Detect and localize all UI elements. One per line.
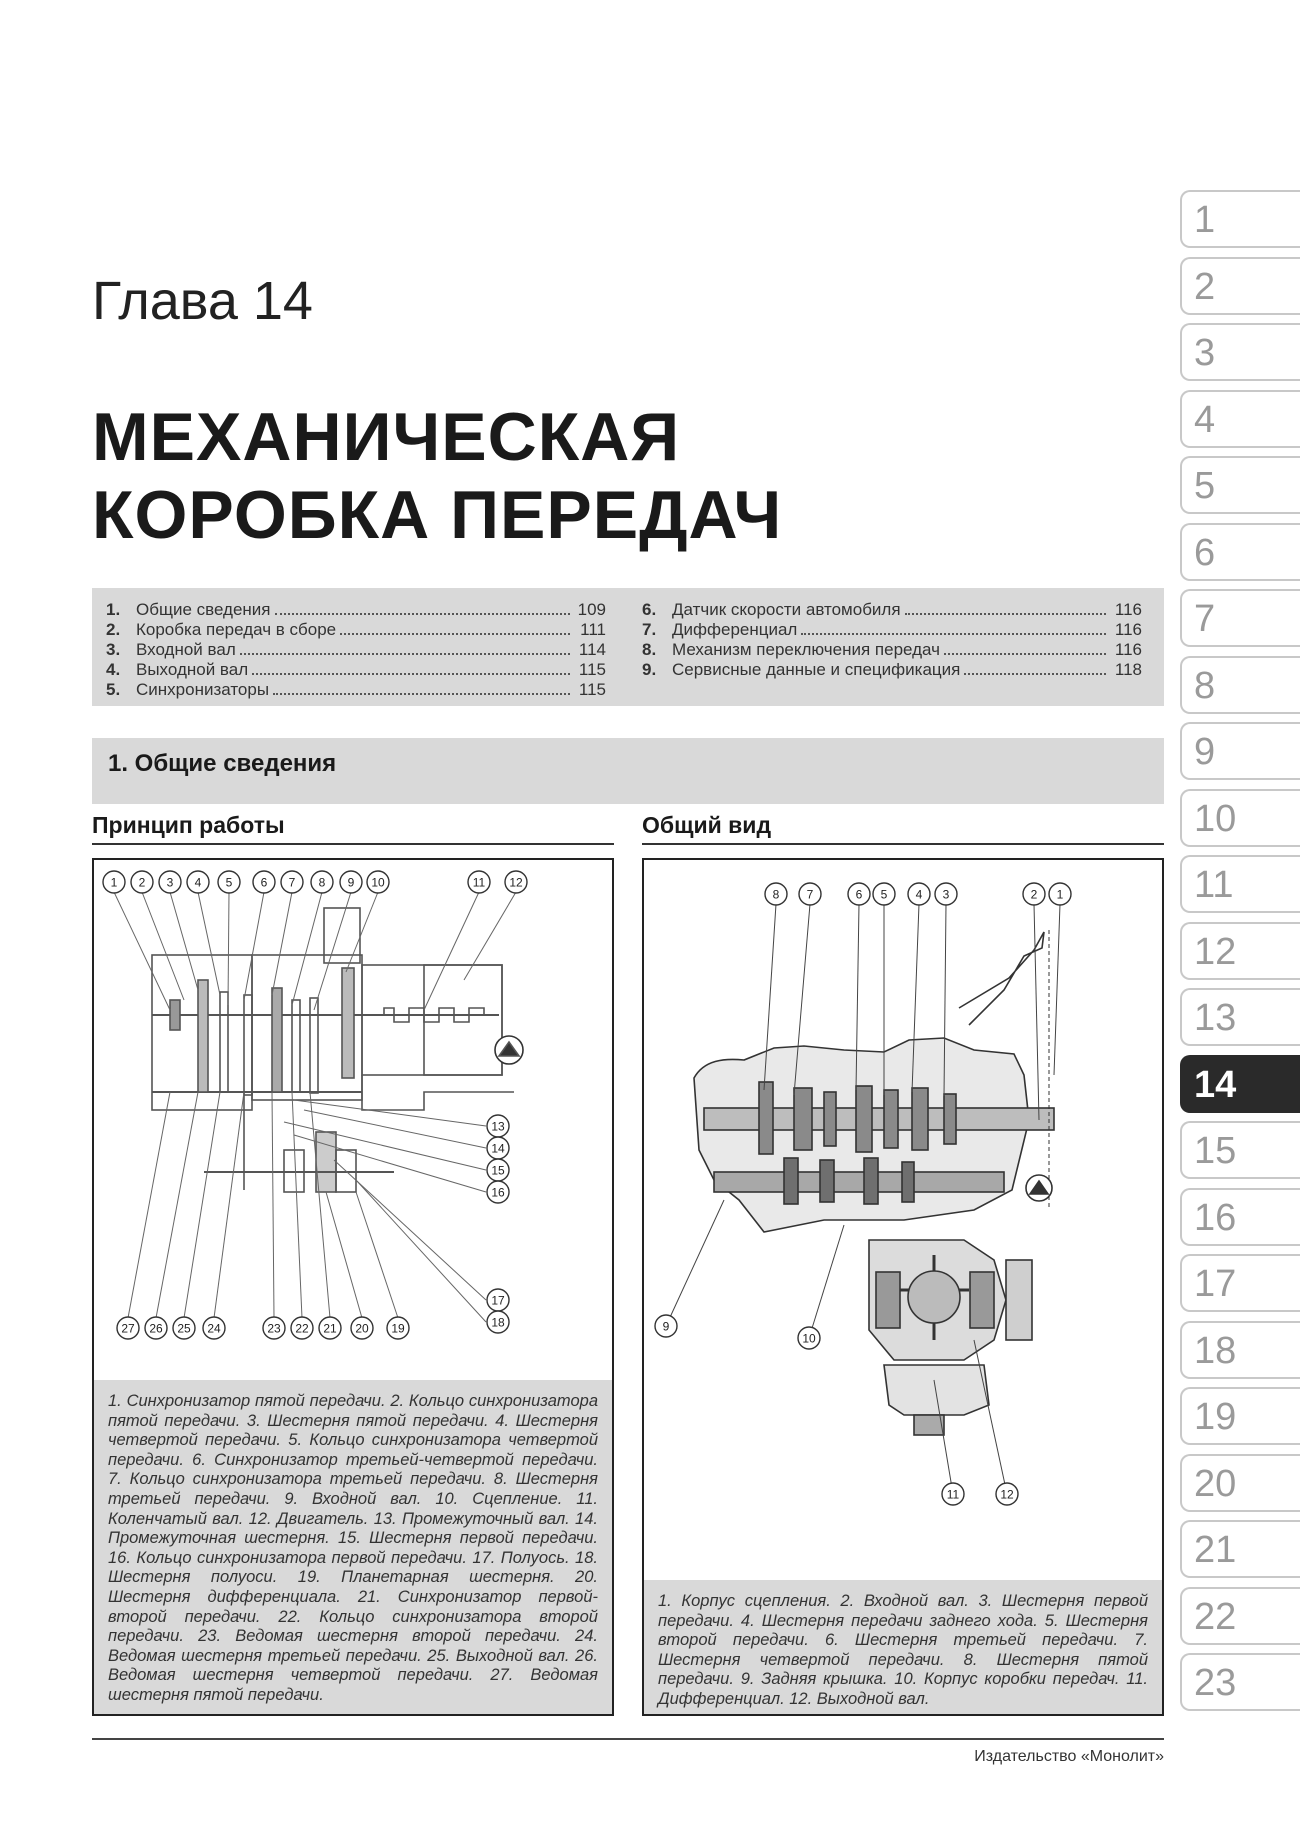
svg-text:17: 17 [491, 1293, 505, 1308]
callout-8 [765, 883, 787, 905]
callout-5 [218, 871, 240, 893]
leader-line [272, 892, 292, 995]
callout-21 [319, 1317, 341, 1339]
svg-text:7: 7 [806, 887, 814, 902]
callout-9 [655, 1315, 677, 1337]
footer-rule [92, 1738, 1164, 1740]
figure-left-rule [92, 843, 614, 845]
figure-left-caption: 1. Синхронизатор пятой передачи. 2. Кольцо синхронизатора пятой передачи. 3. Шестерня пятой передачи. 4. Шестерня четвертой передачи. 5. Кольцо синхронизатора четвертой передачи. 6. Синхронизатор третьей-четвертой передачи. 7. Кольцо синхронизатора третьей передачи. 8. Шестерня третьей передачи. 9. Входной вал. 10. Сцепление. 11. Коленчатый вал. 12. Двигатель. 13. Промежуточный вал. 14. Промежуточная шестерня. 15. Шестерня первой передачи. 16. Кольцо синхронизатора первой передачи. 17. Полуось. 18. Шестерня полуоси. 19. Планетарная шестерня. 20. Шестерня дифференциала. 21. Синхронизатор первой-второй передачи. 22. Кольцо синхронизатора второй передачи. 23. Ведомая шестерня второй передачи. 24. Ведомая шестерня третьей передачи. 25. Выходной вал. 26. Ведомая шестерня четвертой передачи. 27. Ведомая шестерня пятой передачи. [94, 1380, 612, 1714]
chapter-tab-20[interactable]: 20 [1180, 1454, 1300, 1512]
chapter-title [92, 398, 782, 554]
toc-left-column [106, 600, 606, 700]
callout-16 [487, 1181, 509, 1203]
callout-14 [487, 1137, 509, 1159]
toc-entry-title: Синхронизаторы [136, 680, 270, 699]
leader-line [214, 1092, 244, 1318]
chapter-tab-9[interactable]: 9 [1180, 722, 1300, 780]
leader-line [272, 1092, 274, 1318]
section-title: 1. Общие сведения [108, 750, 337, 777]
leader-line [114, 892, 170, 1010]
toc-entry[interactable] [642, 600, 1142, 620]
callout-22 [291, 1317, 313, 1339]
callout-10 [798, 1327, 820, 1349]
callout-3 [935, 883, 957, 905]
toc-entry-number: 8. [642, 640, 657, 659]
callout-6 [253, 871, 275, 893]
callout-23 [263, 1317, 285, 1339]
svg-text:11: 11 [472, 875, 486, 890]
callout-2 [131, 871, 153, 893]
toc-entry[interactable] [642, 620, 1142, 640]
toc-entry-title: Сервисные данные и спецификация [672, 660, 961, 679]
callout-18 [487, 1311, 509, 1333]
chapter-tab-15[interactable]: 15 [1180, 1121, 1300, 1179]
leader-line [292, 892, 322, 1005]
leader-line [228, 892, 229, 1005]
toc-leader-dots [964, 660, 1106, 675]
svg-text:11: 11 [946, 1487, 960, 1502]
callout-1 [103, 871, 125, 893]
callout-1 [1049, 883, 1071, 905]
svg-text:15: 15 [491, 1163, 505, 1178]
chapter-tab-7[interactable]: 7 [1180, 589, 1300, 647]
toc-entry-page: 115 [578, 660, 606, 679]
callout-6 [848, 883, 870, 905]
callout-7 [799, 883, 821, 905]
svg-text:2: 2 [1030, 887, 1038, 902]
toc-entry-page: 111 [580, 620, 606, 639]
toc-entry[interactable] [106, 620, 606, 640]
svg-text:20: 20 [355, 1321, 369, 1336]
svg-text:26: 26 [149, 1321, 163, 1336]
chapter-tab-13[interactable]: 13 [1180, 988, 1300, 1046]
toc-entry-page: 114 [578, 640, 606, 659]
chapter-title-line2: КОРОБКА ПЕРЕДАЧ [92, 477, 783, 553]
callout-12 [996, 1483, 1018, 1505]
svg-text:1: 1 [110, 875, 118, 890]
toc-entry-number: 5. [106, 680, 121, 699]
svg-text:9: 9 [662, 1319, 670, 1334]
callout-20 [351, 1317, 373, 1339]
svg-text:19: 19 [391, 1321, 405, 1336]
callout-7 [281, 871, 303, 893]
leader-line [464, 892, 516, 980]
toc-entry-number: 9. [642, 660, 657, 679]
leader-line [326, 1192, 362, 1318]
chapter-tab-16[interactable]: 16 [1180, 1188, 1300, 1246]
callout-25 [173, 1317, 195, 1339]
toc-entry-title: Входной вал [136, 640, 236, 659]
leader-line [310, 1092, 330, 1318]
callout-19 [387, 1317, 409, 1339]
callout-12 [505, 871, 527, 893]
toc-entry[interactable] [106, 660, 606, 680]
callout-27 [117, 1317, 139, 1339]
chapter-label: Глава 14 [92, 271, 313, 331]
toc-entry-title: Выходной вал [136, 660, 249, 679]
svg-text:21: 21 [323, 1321, 337, 1336]
toc-leader-dots [801, 620, 1106, 635]
toc-leader-dots [252, 660, 570, 675]
toc-entry-page: 109 [577, 600, 606, 619]
callout-11 [942, 1483, 964, 1505]
svg-text:12: 12 [509, 875, 523, 890]
figure-right [642, 858, 1164, 1716]
svg-text:5: 5 [880, 887, 888, 902]
chapter-title-line1: МЕХАНИЧЕСКАЯ [92, 399, 681, 475]
svg-text:4: 4 [194, 875, 202, 890]
svg-text:25: 25 [177, 1321, 191, 1336]
toc-right-column [642, 600, 1142, 680]
svg-text:4: 4 [915, 887, 923, 902]
toc-entry-title: Коробка передач в сборе [136, 620, 337, 639]
leader-line [974, 1340, 1007, 1494]
table-of-contents [92, 588, 1164, 706]
svg-text:7: 7 [288, 875, 296, 890]
callout-11 [468, 871, 490, 893]
chapter-tab-22[interactable]: 22 [1180, 1587, 1300, 1645]
svg-text:3: 3 [942, 887, 950, 902]
toc-entry-page: 118 [1114, 660, 1142, 679]
callout-24 [203, 1317, 225, 1339]
leader-line [809, 1225, 844, 1338]
toc-leader-dots [240, 640, 570, 655]
svg-text:2: 2 [138, 875, 146, 890]
chapter-tab-12[interactable]: 12 [1180, 922, 1300, 980]
chapter-tab-8[interactable]: 8 [1180, 656, 1300, 714]
svg-text:6: 6 [260, 875, 268, 890]
publisher-footer: Издательство «Монолит» [974, 1748, 1164, 1765]
toc-entry-title: Общие сведения [136, 600, 271, 619]
figure-right-heading: Общий вид [642, 812, 772, 838]
toc-entry-title: Датчик скорости автомобиля [672, 600, 901, 619]
toc-entry-number: 2. [106, 620, 121, 639]
leader-line [156, 1092, 198, 1318]
callout-3 [159, 871, 181, 893]
svg-text:27: 27 [121, 1321, 135, 1336]
chapter-tab-18[interactable]: 18 [1180, 1321, 1300, 1379]
callout-26 [145, 1317, 167, 1339]
toc-leader-dots [340, 620, 570, 635]
chapter-tab-6[interactable]: 6 [1180, 523, 1300, 581]
gearbox-kinematic-diagram [94, 860, 612, 1380]
callout-4 [187, 871, 209, 893]
svg-text:14: 14 [491, 1141, 505, 1156]
leader-line [184, 1092, 220, 1318]
callout-17 [487, 1289, 509, 1311]
leader-line [142, 892, 184, 1000]
figure-left-heading: Принцип работы [92, 812, 285, 838]
toc-leader-dots [273, 680, 570, 695]
chapter-tab-19[interactable]: 19 [1180, 1387, 1300, 1445]
toc-leader-dots [275, 600, 570, 615]
svg-text:5: 5 [225, 875, 233, 890]
toc-entry-page: 115 [578, 680, 606, 699]
toc-leader-dots [905, 600, 1106, 615]
callout-15 [487, 1159, 509, 1181]
toc-entry-number: 1. [106, 600, 121, 619]
figure-left [92, 858, 614, 1716]
svg-text:10: 10 [371, 875, 385, 890]
toc-entry-title: Дифференциал [672, 620, 798, 639]
svg-text:12: 12 [1000, 1487, 1014, 1502]
chapter-tab-1[interactable]: 1 [1180, 190, 1300, 248]
svg-text:1: 1 [1056, 887, 1064, 902]
leader-line [424, 892, 479, 1010]
chapter-tab-11[interactable]: 11 [1180, 855, 1300, 913]
toc-entry-page: 116 [1114, 620, 1142, 639]
callout-13 [487, 1115, 509, 1137]
callout-5 [873, 883, 895, 905]
svg-text:23: 23 [267, 1321, 281, 1336]
gearbox-cross-section-drawing [644, 860, 1162, 1580]
section-header [92, 738, 1164, 804]
toc-entry-number: 7. [642, 620, 657, 639]
leader-line [356, 1192, 398, 1318]
callout-9 [340, 871, 362, 893]
leader-line [1034, 904, 1039, 1120]
toc-entry[interactable] [642, 640, 1142, 660]
chapter-tab-14[interactable]: 14 [1180, 1055, 1300, 1113]
toc-entry-number: 6. [642, 600, 657, 619]
leader-line [244, 892, 264, 1000]
leader-line [294, 1100, 486, 1126]
leader-line [128, 1092, 170, 1318]
toc-entry[interactable] [106, 600, 606, 620]
svg-text:24: 24 [207, 1321, 221, 1336]
svg-text:3: 3 [166, 875, 174, 890]
toc-entry-number: 4. [106, 660, 121, 679]
toc-entry[interactable] [642, 660, 1142, 680]
chapter-tab-2[interactable]: 2 [1180, 257, 1300, 315]
svg-text:9: 9 [347, 875, 355, 890]
leader-line [666, 1200, 724, 1326]
toc-entry[interactable] [106, 640, 606, 660]
callout-8 [311, 871, 333, 893]
toc-entry-number: 3. [106, 640, 121, 659]
svg-text:10: 10 [802, 1331, 816, 1346]
figure-right-rule [642, 843, 1164, 845]
callout-10 [367, 871, 389, 893]
chapter-tab-5[interactable]: 5 [1180, 456, 1300, 514]
svg-text:13: 13 [491, 1119, 505, 1134]
toc-entry[interactable] [106, 680, 606, 700]
chapter-tab-3[interactable]: 3 [1180, 323, 1300, 381]
leader-line [1054, 904, 1060, 1075]
chapter-tab-23[interactable]: 23 [1180, 1653, 1300, 1711]
callout-2 [1023, 883, 1045, 905]
chapter-tab-4[interactable]: 4 [1180, 390, 1300, 448]
toc-entry-page: 116 [1114, 600, 1142, 619]
toc-entry-page: 116 [1114, 640, 1142, 659]
svg-text:8: 8 [318, 875, 326, 890]
svg-text:6: 6 [855, 887, 863, 902]
toc-leader-dots [944, 640, 1106, 655]
chapter-tab-21[interactable]: 21 [1180, 1520, 1300, 1578]
figure-right-caption: 1. Корпус сцепления. 2. Входной вал. 3. Шестерня первой передачи. 4. Шестерня передачи заднего хода. 5. Шестерня второй передачи. 6. Шестерня третьей передачи. 7. Шестерня четвертой передачи. 8. Шестерня пятой передачи. 9. Задняя крышка. 10. Корпус коробки передач. 11. Дифференциал. 12. Выходной вал. [644, 1580, 1162, 1714]
svg-text:18: 18 [491, 1315, 505, 1330]
svg-text:22: 22 [295, 1321, 309, 1336]
svg-text:8: 8 [772, 887, 780, 902]
chapter-tab-10[interactable]: 10 [1180, 789, 1300, 847]
toc-entry-title: Механизм переключения передач [672, 640, 940, 659]
svg-text:16: 16 [491, 1185, 505, 1200]
chapter-tab-17[interactable]: 17 [1180, 1254, 1300, 1312]
callout-4 [908, 883, 930, 905]
